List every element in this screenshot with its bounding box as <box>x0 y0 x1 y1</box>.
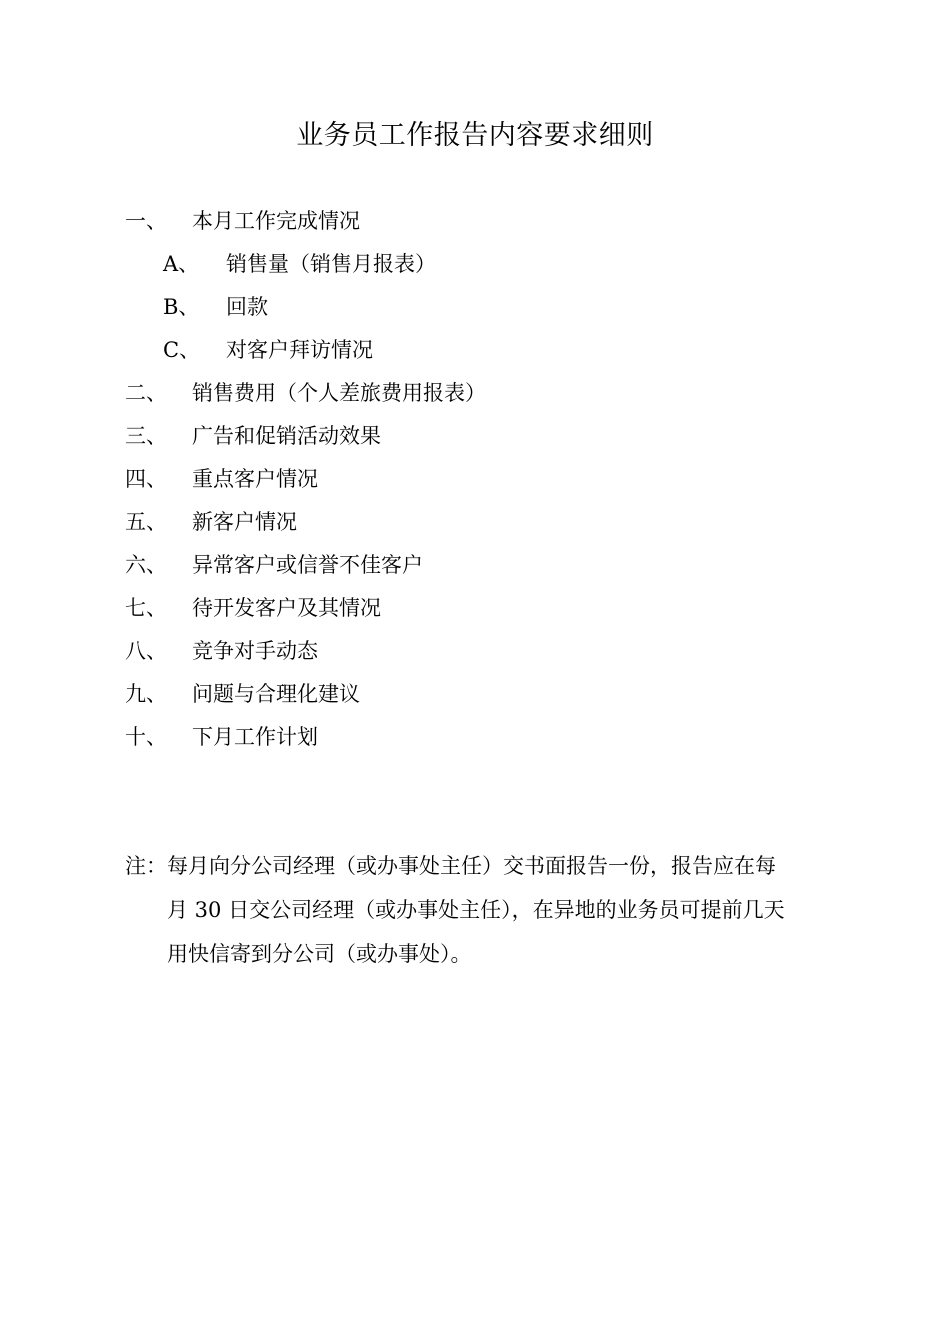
outline-text: 待开发客户及其情况 <box>192 596 381 620</box>
outline-item-7 <box>0 587 950 630</box>
outline-item-3 <box>0 415 950 458</box>
note-paragraph <box>125 844 845 976</box>
page-title: 业务员工作报告内容要求细则 <box>296 120 654 151</box>
note-line-2: 月 30 日交公司经理（或办事处主任），在异地的业务员可提前几天 <box>167 898 785 922</box>
outline-number: 五、 <box>125 510 167 534</box>
outline-number: 一、 <box>125 209 167 233</box>
outline-item-8 <box>0 630 950 673</box>
outline-number: C、 <box>163 338 201 362</box>
outline-text: 广告和促销活动效果 <box>192 424 381 448</box>
outline-item-2 <box>0 372 950 415</box>
outline-text: 本月工作完成情况 <box>192 209 360 233</box>
outline-text: 异常客户或信誉不佳客户 <box>192 553 423 577</box>
outline-number: 八、 <box>125 639 167 663</box>
note-line-3: 用快信寄到分公司（或办事处）。 <box>167 942 472 966</box>
outline-number: 四、 <box>125 467 167 491</box>
outline-text: 下月工作计划 <box>192 725 318 749</box>
note-line-1: 注：每月向分公司经理（或办事处主任）交书面报告一份，报告应在每 <box>125 854 776 878</box>
outline-number: 十、 <box>125 725 167 749</box>
outline-subitem-b <box>0 286 950 329</box>
outline-number: 九、 <box>125 682 167 706</box>
outline-subitem-a <box>0 243 950 286</box>
outline-number: 二、 <box>125 381 167 405</box>
outline-subitem-c <box>0 329 950 372</box>
outline-text: 销售量（销售月报表） <box>226 252 436 276</box>
outline-item-4 <box>0 458 950 501</box>
outline-number: 七、 <box>125 596 167 620</box>
outline-number: A、 <box>163 252 200 276</box>
outline-list <box>0 200 950 759</box>
outline-item-1 <box>0 200 950 243</box>
outline-text: 竞争对手动态 <box>192 639 318 663</box>
outline-item-9 <box>0 673 950 716</box>
outline-item-5 <box>0 501 950 544</box>
outline-number: 六、 <box>125 553 167 577</box>
outline-item-10 <box>0 716 950 759</box>
outline-item-6 <box>0 544 950 587</box>
outline-number: B、 <box>163 295 200 319</box>
outline-text: 新客户情况 <box>192 510 297 534</box>
outline-text: 销售费用（个人差旅费用报表） <box>192 381 486 405</box>
outline-text: 对客户拜访情况 <box>226 338 373 362</box>
outline-text: 重点客户情况 <box>192 467 318 491</box>
outline-text: 问题与合理化建议 <box>192 682 360 706</box>
outline-number: 三、 <box>125 424 167 448</box>
outline-text: 回款 <box>226 295 268 319</box>
